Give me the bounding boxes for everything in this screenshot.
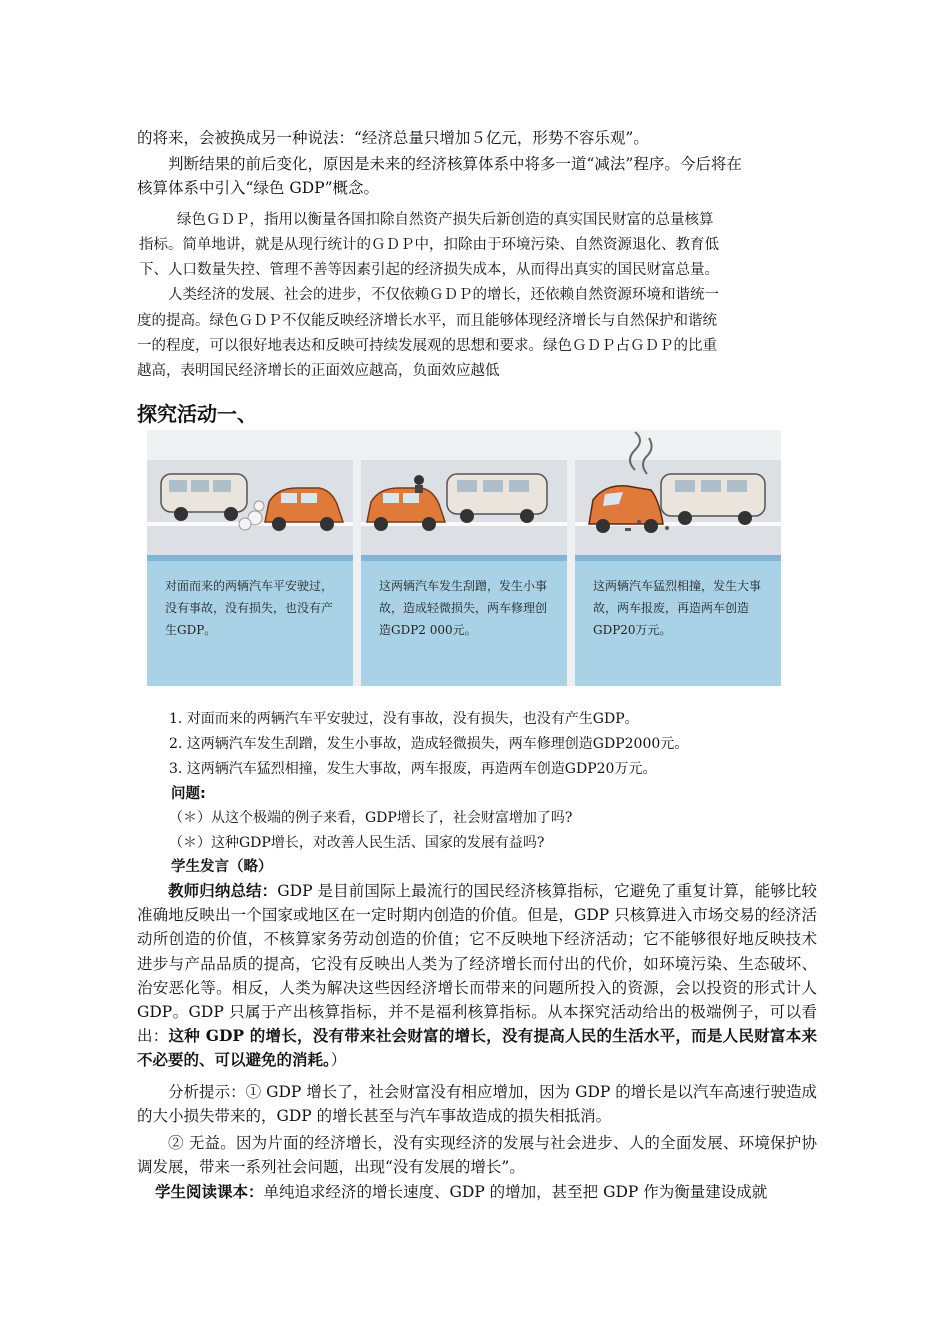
panel-2-illustration bbox=[361, 430, 567, 555]
question-1: （＊）从这个极端的例子来看，GDP增长了，社会财富增加了吗? bbox=[169, 810, 573, 826]
green-gdp-p2-line-3: 一的程度，可以很好地表达和反映可持续发展观的思想和要求。绿色ＧＤＰ占ＧＤＰ的比重 bbox=[137, 338, 717, 354]
panel-3-caption bbox=[575, 555, 781, 686]
green-gdp-p1-line-2: 指标。简单地讲，就是从现行统计的ＧＤＰ中，扣除由于环境污染、自然资源退化、教育低 bbox=[139, 237, 719, 253]
analysis-1: 分析提示：① GDP 增长了，社会财富没有相应增加，因为 GDP 的增长是以汽车高速行驶造成的大小损失带来的，GDP 的增长甚至与汽车事故造成的损失相抵消。 bbox=[137, 1083, 817, 1125]
car-icon bbox=[367, 488, 445, 531]
analysis-2: ② 无益。因为片面的经济增长，没有实现经济的发展与社会进步、人的全面发展、环境保护协调发展，带来一系列社会问题，出现“没有发展的增长”。 bbox=[137, 1134, 817, 1176]
student-reading-text: 单纯追求经济的增长速度、GDP 的增加，甚至把 GDP 作为衡量建设成就 bbox=[263, 1183, 768, 1201]
teacher-summary bbox=[137, 879, 817, 1073]
teacher-summary-tail: ） bbox=[330, 1051, 347, 1070]
student-reading bbox=[155, 1180, 825, 1204]
green-gdp-p2-line-1: 人类经济的发展、社会的进步，不仅依赖ＧＤＰ的增长，还依赖自然资源环境和谐统一 bbox=[168, 287, 719, 303]
student-reading-label: 学生阅读课本： bbox=[155, 1182, 264, 1201]
list-item: 1. 对面而来的两辆汽车平安驶过，没有事故，没有损失，也没有产生GDP。 bbox=[169, 711, 639, 727]
teacher-summary-bold: 这种 GDP 的增长，没有带来社会财富的增长，没有提高人民的生活水平，而是人民财富本来不必要的、可以避免的消耗。 bbox=[137, 1026, 817, 1070]
panel-caption-text: 这两辆汽车猛烈相撞，发生大事故，两车报废，再造两车创造GDP20万元。 bbox=[593, 579, 762, 637]
figure-panel-3 bbox=[575, 430, 781, 686]
list-item: 2. 这两辆汽车发生刮蹭，发生小事故，造成轻微损失，两车修理创造GDP2000元。 bbox=[169, 736, 689, 752]
green-gdp-p2-line-2: 度的提高。绿色ＧＤＰ不仅能反映经济增长水平，而且能够体现经济增长与自然保护和谐统 bbox=[137, 313, 717, 329]
person-icon bbox=[414, 475, 424, 493]
van-icon bbox=[447, 474, 547, 523]
teacher-summary-label: 教师归纳总结： bbox=[168, 881, 278, 900]
figure-panel-1 bbox=[147, 430, 353, 686]
panel-1-illustration bbox=[147, 430, 353, 555]
panel-1-caption bbox=[147, 555, 353, 686]
car-icon bbox=[265, 488, 343, 531]
teacher-summary-text: GDP 是目前国际上最流行的国民经济核算指标，它避免了重复计算，能够比较准确地反映出一个国家或地区在一定时期内创造的价值。但是，GDP 只核算进入市场交易的经济活动所创造的价值，不核算家务劳动创造的价值；它不反映地下经济活动；它不能够很好地反映技术进步与产品品质的提高，它没有反映出人类为了经济增长而付出的代价，如环境污染、生态破坏、治安恶化等。相反，人类为解决这些因经济增长而带来的问题所投入的资源，会以投资的形式计人 GDP。GDP 只属于产出核算指标，并不是福利核算指标。从本探究活动给出的极端例子，可以看出： bbox=[137, 882, 817, 1046]
question-2: （＊）这种GDP增长，对改善人民生活、国家的发展有益吗? bbox=[169, 835, 545, 851]
intro-line-1: 的将来，会被换成另一种说法：“经济总量只增加５亿元，形势不容乐观”。 bbox=[137, 129, 649, 147]
question-label: 问题: bbox=[171, 786, 206, 802]
list-item: 3. 这两辆汽车猛烈相撞，发生大事故，两车报废，再造两车创造GDP20万元。 bbox=[169, 761, 657, 777]
panel-caption-text: 对面而来的两辆汽车平安驶过，没有事故，没有损失，也没有产生GDP。 bbox=[165, 579, 334, 637]
wrecked-car-icon bbox=[589, 486, 663, 533]
figure-panel-2 bbox=[361, 430, 567, 686]
car-accident-figure bbox=[147, 430, 781, 686]
intro-line-2: 判断结果的前后变化，原因是未来的经济核算体系中将多一道“减法”程序。今后将在 bbox=[168, 155, 742, 173]
van-icon bbox=[661, 474, 765, 525]
green-gdp-p1-line-1: 绿色ＧＤＰ，指用以衡量各国扣除自然资产损失后新创造的真实国民财富的总量核算 bbox=[177, 212, 714, 228]
section-heading: 探究活动一、 bbox=[137, 402, 257, 426]
green-gdp-p1-line-3: 下、人口数量失控、管理不善等因素引起的经济损失成本，从而得出真实的国民财富总量。 bbox=[139, 262, 719, 278]
green-gdp-p2-line-4: 越高，表明国民经济增长的正面效应越高，负面效应越低 bbox=[137, 363, 500, 379]
panel-caption-text: 这两辆汽车发生刮蹭，发生小事故，造成轻微损失，两车修理创造GDP2 000元。 bbox=[379, 579, 548, 637]
smoke-icon bbox=[630, 432, 652, 474]
student-speech: 学生发言（略） bbox=[171, 859, 273, 875]
van-icon bbox=[161, 474, 247, 521]
intro-line-3: 核算体系中引入“绿色 GDP”概念。 bbox=[137, 179, 380, 197]
panel-3-illustration bbox=[575, 430, 781, 555]
panel-2-caption bbox=[361, 555, 567, 686]
